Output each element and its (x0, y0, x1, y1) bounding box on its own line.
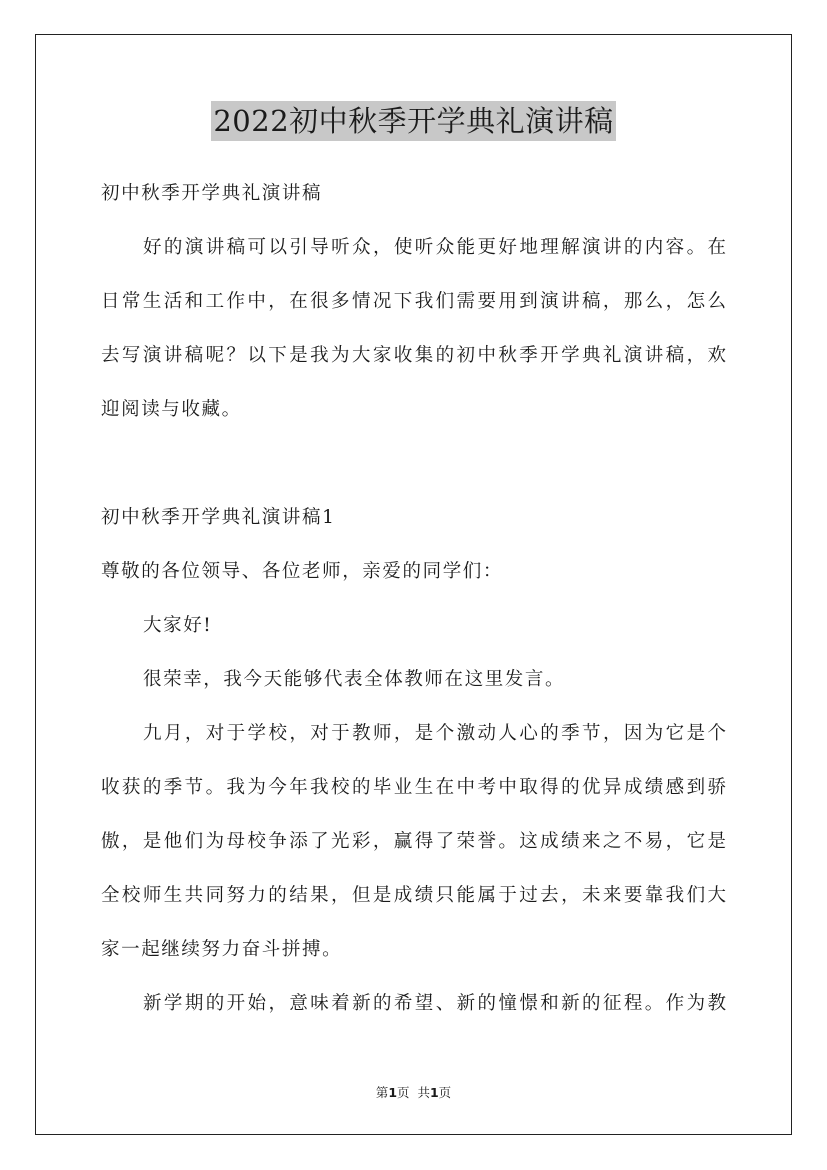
page-mid: 页 共 (397, 1085, 430, 1100)
paragraph-3-line-1: 新学期的开始，意味着新的希望、新的憧憬和新的征程。作为教 (143, 993, 726, 1014)
greeting: 大家好! (143, 615, 213, 636)
salutation: 尊敬的各位领导、各位老师，亲爱的同学们： (101, 561, 504, 582)
intro-line-4: 迎阅读与收藏。 (101, 399, 242, 420)
paragraph-2-line-1: 九月，对于学校，对于教师，是个激动人心的季节，因为它是个 (143, 723, 726, 744)
page-current: 1 (388, 1085, 398, 1100)
page-suffix: 页 (438, 1085, 452, 1100)
intro-line-3: 去写演讲稿呢？以下是我为大家收集的初中秋季开学典礼演讲稿，欢 (101, 345, 726, 366)
paragraph-2-line-5: 家一起继续努力奋斗拼搏。 (101, 939, 343, 960)
section-heading: 初中秋季开学典礼演讲稿1 (101, 507, 336, 528)
intro-line-2: 日常生活和工作中，在很多情况下我们需要用到演讲稿，那么，怎么 (101, 291, 726, 312)
paragraph-2-line-2: 收获的季节。我为今年我校的毕业生在中考中取得的优异成绩感到骄 (101, 777, 726, 798)
page-footer (0, 1083, 827, 1101)
document-title: 2022初中秋季开学典礼演讲稿 (211, 101, 615, 141)
page-total: 1 (429, 1085, 439, 1100)
page-prefix: 第 (375, 1085, 389, 1100)
title-container (0, 101, 827, 141)
subtitle: 初中秋季开学典礼演讲稿 (101, 183, 323, 204)
paragraph-1: 很荣幸，我今天能够代表全体教师在这里发言。 (143, 669, 566, 690)
paragraph-2-line-4: 全校师生共同努力的结果，但是成绩只能属于过去，未来要靠我们大 (101, 885, 726, 906)
paragraph-2-line-3: 傲，是他们为母校争添了光彩，赢得了荣誉。这成绩来之不易，它是 (101, 831, 726, 852)
intro-line-1: 好的演讲稿可以引导听众，使听众能更好地理解演讲的内容。在 (143, 237, 726, 258)
